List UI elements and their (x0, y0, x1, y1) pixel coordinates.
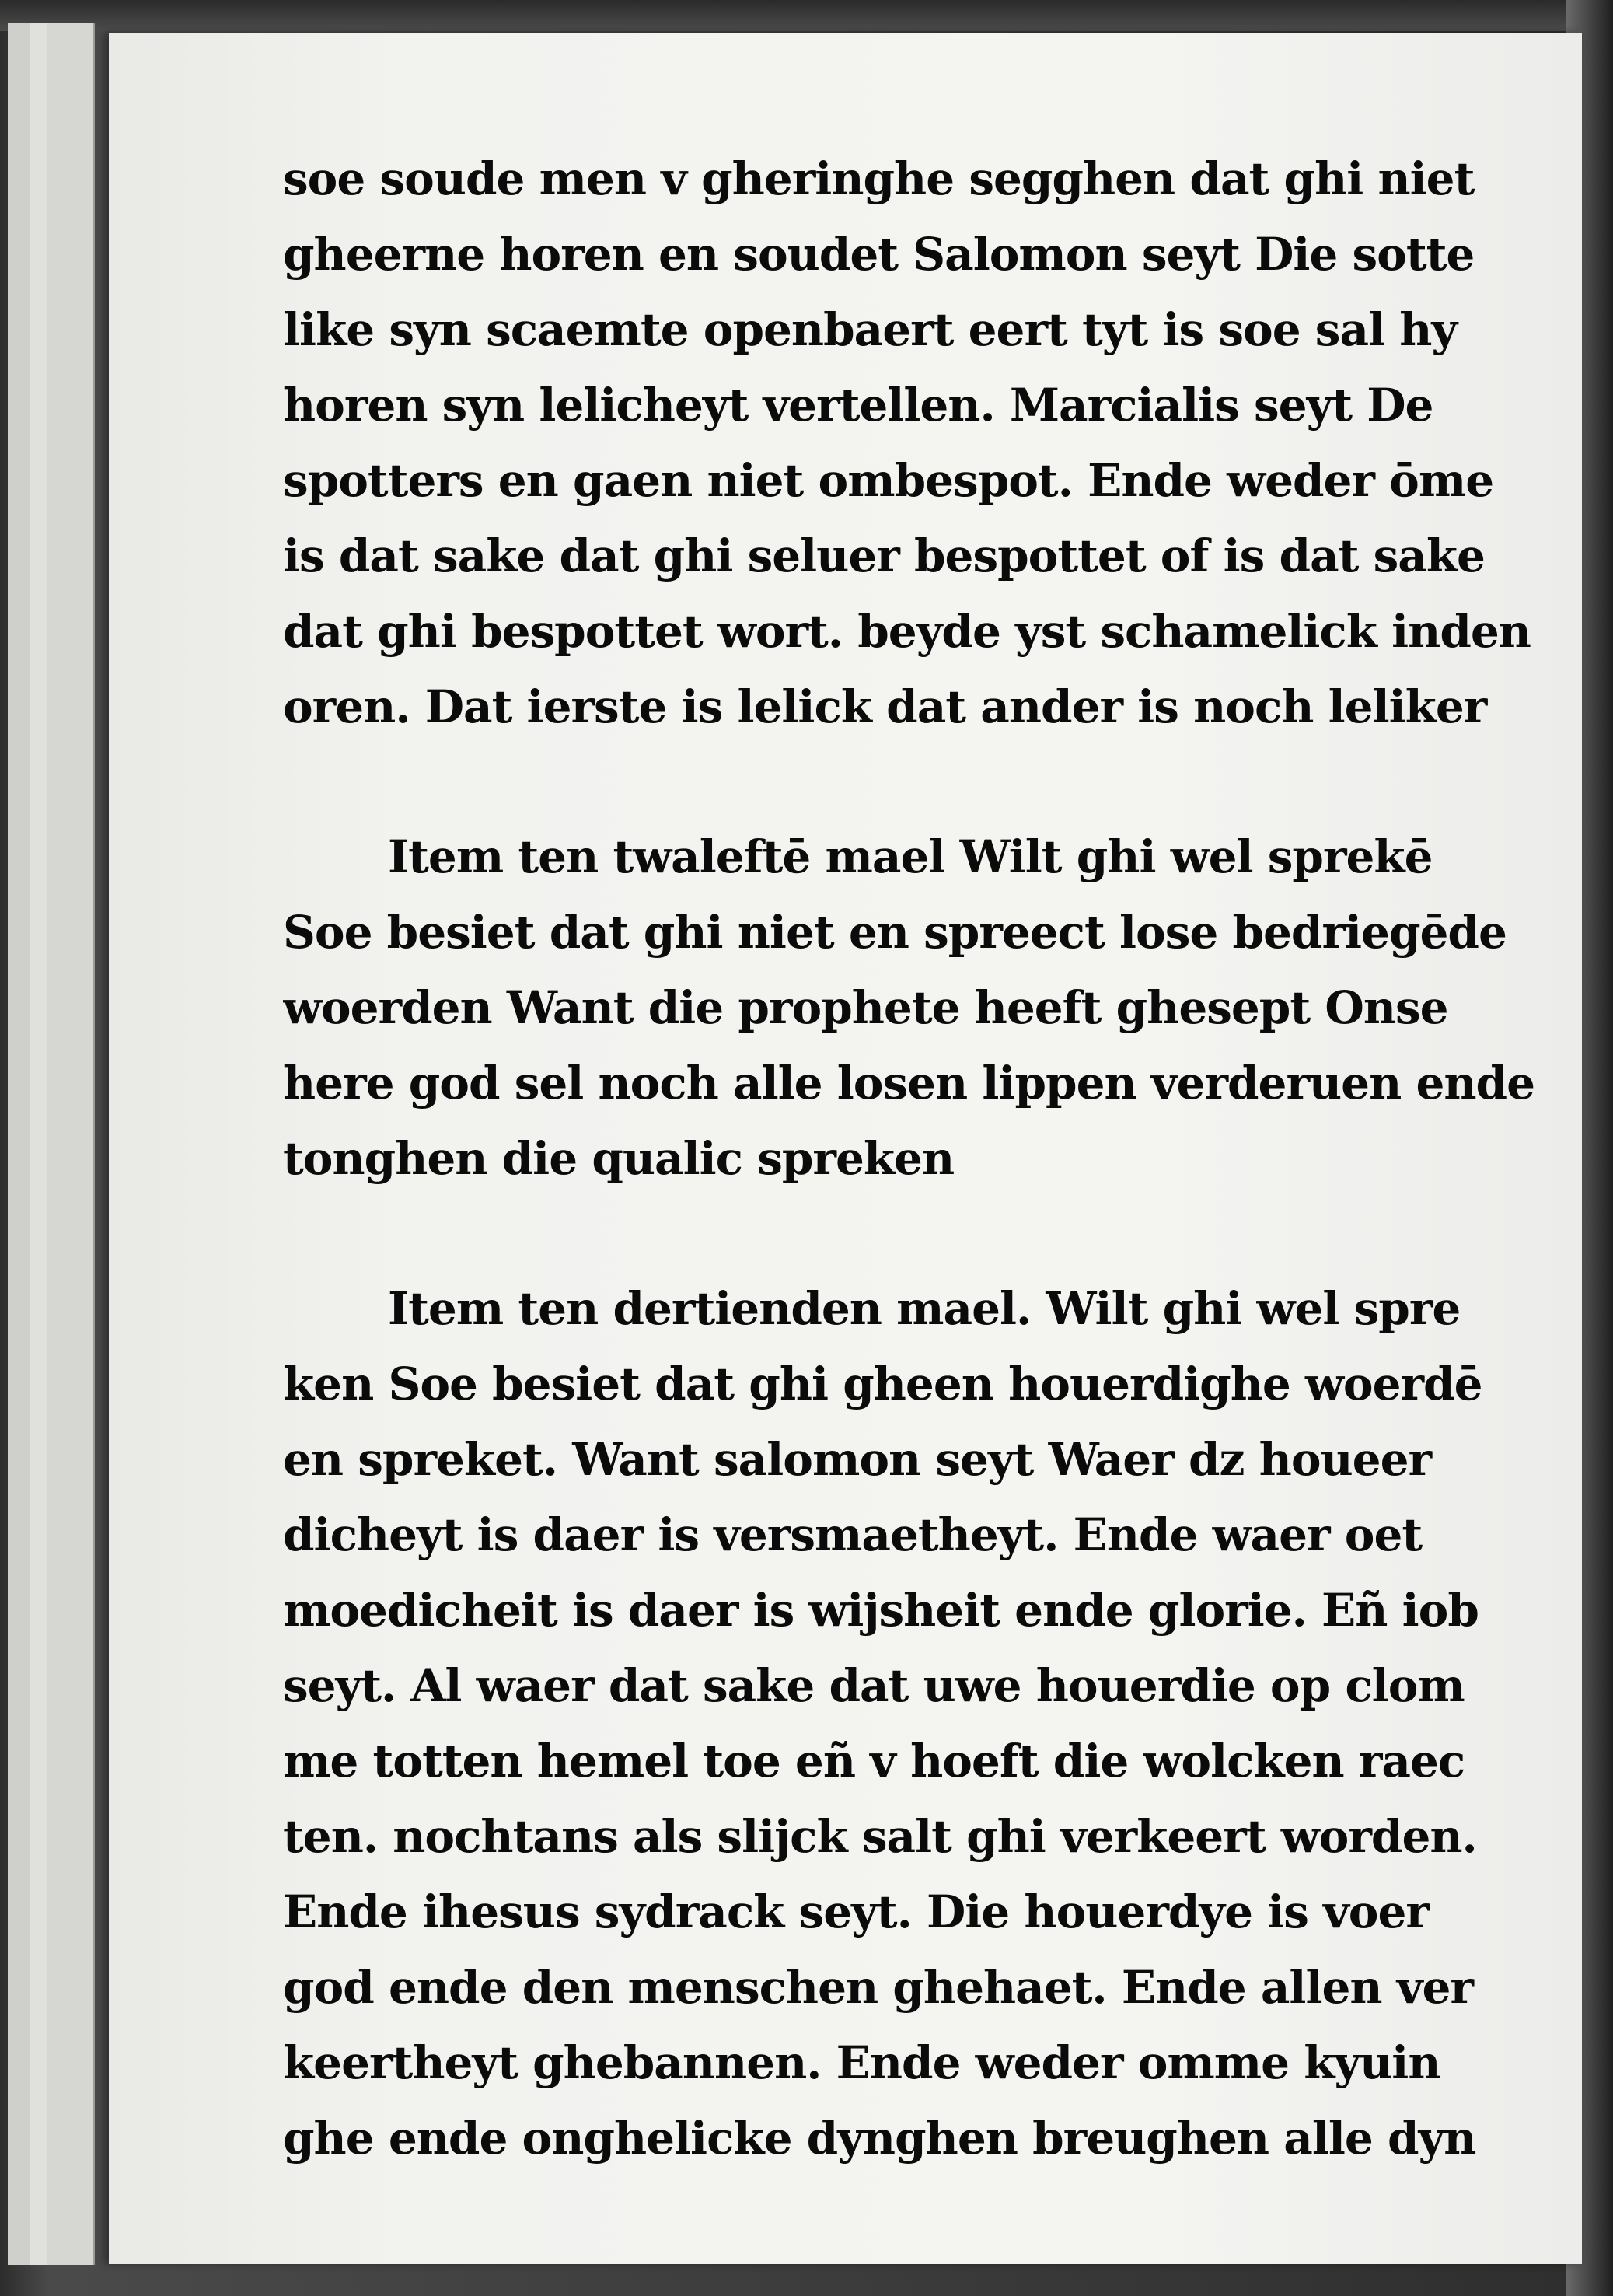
paragraph-gap (283, 745, 1604, 820)
text-line: Item ten dertienden mael. Wilt ghi wel spre (388, 1282, 1461, 1335)
paragraph-1 (283, 142, 1604, 745)
text-line: ken Soe besiet dat ghi gheen houerdighe woerdē (283, 1358, 1482, 1410)
text-line: gheerne horen en soudet Salomon seyt Die sotte (283, 228, 1475, 281)
text-line: en spreket. Want salomon seyt Waer dz houeer (283, 1433, 1432, 1486)
book-page (109, 33, 1582, 2264)
text-line: tonghen die qualic spreken (283, 1132, 955, 1185)
text-line: spotters en gaen niet ombespot. Ende weder ōme (283, 454, 1494, 507)
text-line: moedicheit is daer is wijsheit ende glorie. Eñ iob (283, 1584, 1479, 1637)
text-line: seyt. Al waer dat sake dat uwe houerdie op clom (283, 1659, 1465, 1712)
page-edge (47, 23, 95, 2265)
text-block (283, 142, 1604, 2176)
text-line: Soe besiet dat ghi niet en spreect lose bedriegēde (283, 906, 1507, 959)
text-line: horen syn lelicheyt vertellen. Marcialis seyt De (283, 379, 1433, 432)
text-line: Ende ihesus sydrack seyt. Die houerdye is voer (283, 1885, 1429, 1938)
text-line: keertheyt ghebannen. Ende weder omme kyuin (283, 2036, 1440, 2089)
text-line: woerden Want die prophete heeft ghesept Onse (283, 981, 1448, 1034)
text-line: like syn scaemte openbaert eert tyt is soe sal hy (283, 303, 1458, 356)
paragraph-2 (283, 820, 1604, 1197)
text-line: Item ten twaleftē mael Wilt ghi wel sprekē (388, 830, 1433, 883)
text-line: god ende den menschen ghehaet. Ende allen ver (283, 1961, 1473, 2014)
text-line: me totten hemel toe eñ v hoeft die wolcken raec (283, 1735, 1465, 1788)
paragraph-3 (283, 1271, 1604, 2176)
text-line: dicheyt is daer is versmaetheyt. Ende waer oet (283, 1508, 1423, 1561)
text-line: here god sel noch alle losen lippen verderuen ende (283, 1057, 1534, 1110)
text-line: is dat sake dat ghi seluer bespottet of is dat sake (283, 529, 1485, 582)
text-line: dat ghi bespottet wort. beyde yst schamelick inden (283, 605, 1531, 658)
scan-background-top (0, 0, 1613, 31)
text-line: oren. Dat ierste is lelick dat ander is noch leliker (283, 680, 1487, 733)
text-line: soe soude men v gheringhe segghen dat ghi niet (283, 152, 1475, 205)
paragraph-gap (283, 1197, 1604, 1271)
text-line: ghe ende onghelicke dynghen breughen alle dyn (283, 2112, 1476, 2165)
text-line: ten. nochtans als slijck salt ghi verkeert worden. (283, 1810, 1477, 1863)
